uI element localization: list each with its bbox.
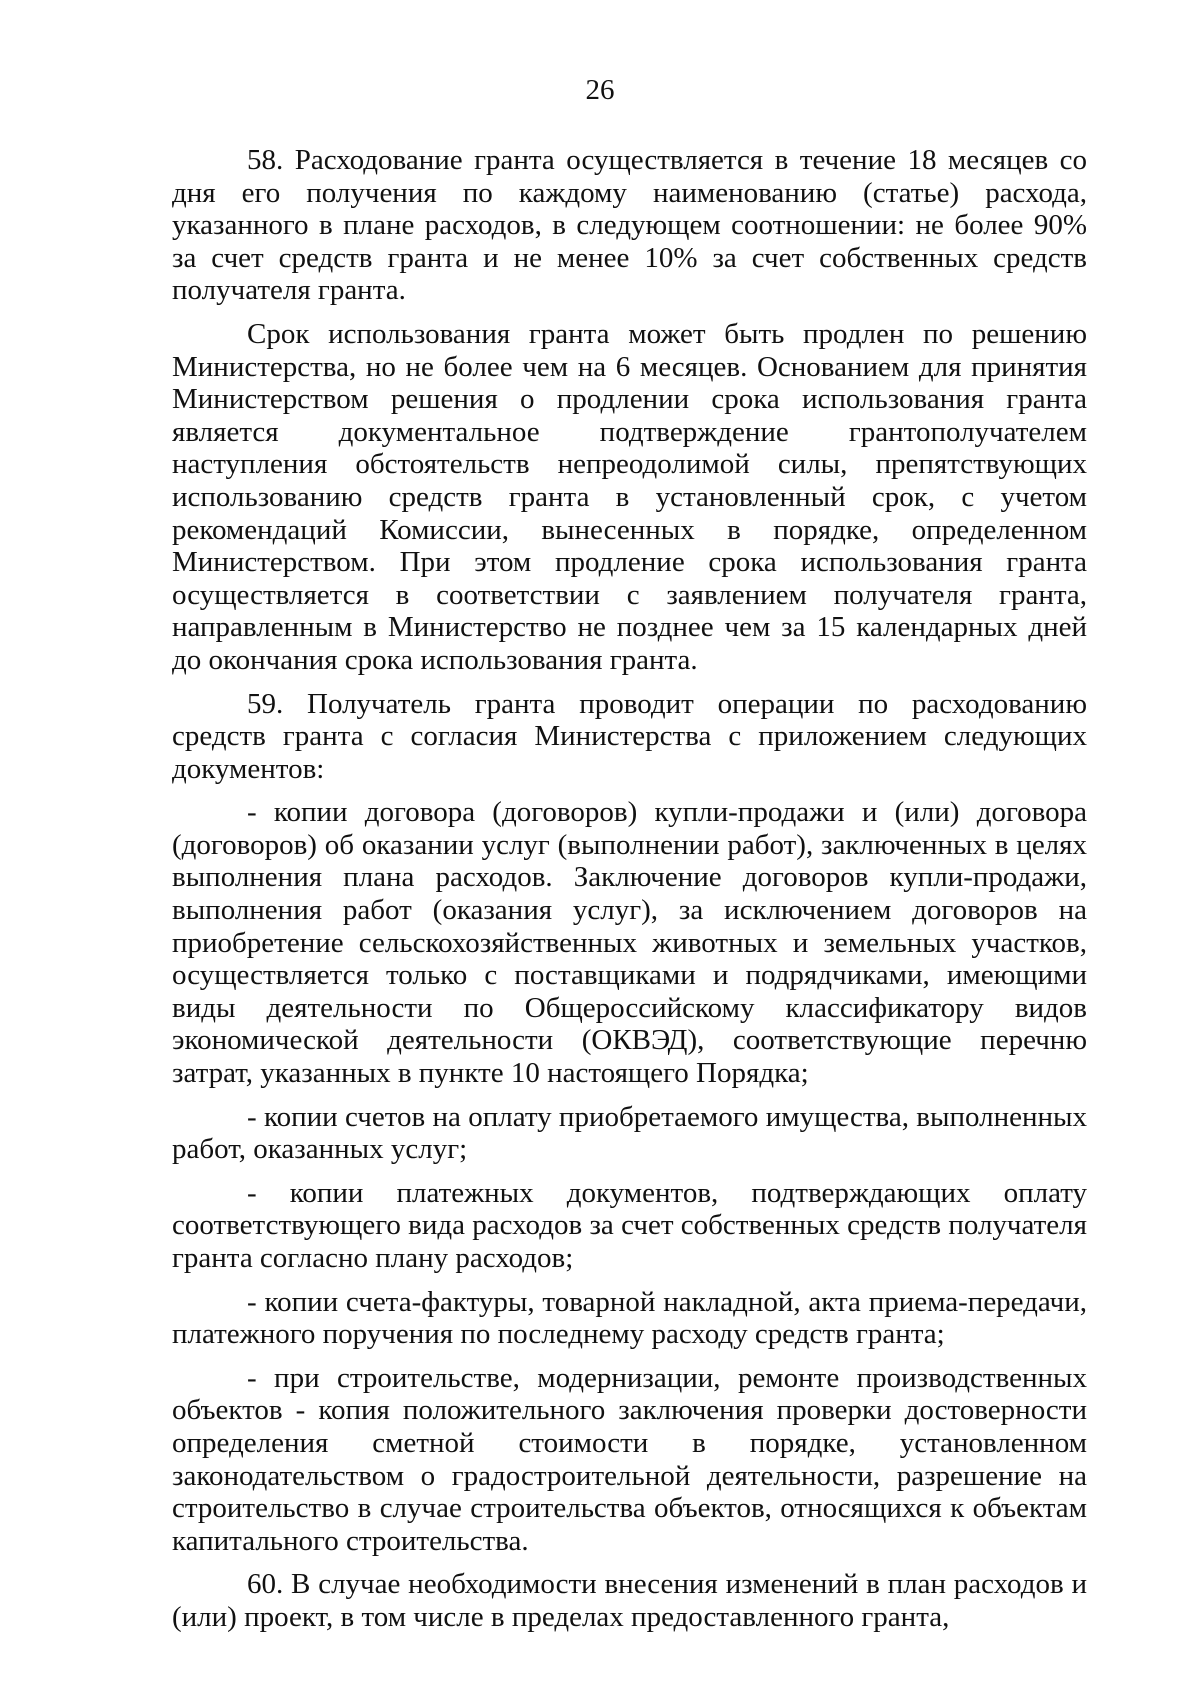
list-item-final-documents: - копии счета-фактуры, товарной накладной, акта приема-передачи, платежного поручения по последнему расходу средств гранта; [172,1285,1087,1351]
document-body [172,144,1087,1634]
paragraph-58: 58. Расходование гранта осуществляется в течение 18 месяцев со дня его получения по каждому наименованию (статье) расхода, указанного в плане расходов, в следующем соотношении: не более 90% за счет средств гранта и не менее 10% за счет собственных средств получателя гранта. [172,144,1087,307]
paragraph-59: 59. Получатель гранта проводит операции по расходованию средств гранта с согласия Министерства с приложением следующих документов: [172,687,1087,785]
list-item-invoices: - копии счетов на оплату приобретаемого имущества, выполненных работ, оказанных услуг; [172,1100,1087,1166]
list-item-construction: - при строительстве, модернизации, ремонте производственных объектов - копия положительного заключения проверки достоверности определения сметной стоимости в порядке, установленном законодательством о градостроительной деятельности, разрешение на строительство в случае строительства объектов, относящихся к объектам капитального строительства. [172,1361,1087,1557]
paragraph-grant-extension: Срок использования гранта может быть продлен по решению Министерства, но не более чем на 6 месяцев. Основанием для принятия Министерством решения о продлении срока использования гранта является документальное подтверждение грантополучателем наступления обстоятельств непреодолимой силы, препятствующих использованию средств гранта в установленный срок, с учетом рекомендаций Комиссии, вынесенных в порядке, определенном Министерством. При этом продление срока использования гранта осуществляется в соответствии с заявлением получателя гранта, направленным в Министерство не позднее чем за 15 календарных дней до окончания срока использования гранта. [172,317,1087,676]
page-number: 26 [585,74,615,106]
paragraph-60: 60. В случае необходимости внесения изменений в план расходов и (или) проект, в том числе в пределах предоставленного гранта, [172,1568,1087,1633]
list-item-payment-documents: - копии платежных документов, подтверждающих оплату соответствующего вида расходов за счет собственных средств получателя гранта согласно плану расходов; [172,1176,1087,1274]
list-item-contracts: - копии договора (договоров) купли-продажи и (или) договора (договоров) об оказании услуг (выполнении работ), заключенных в целях выполнения плана расходов. Заключение договоров купли-продажи, выполнения работ (оказания услуг), за исключением договоров на приобретение сельскохозяйственных животных и земельных участков, осуществляется только с поставщиками и подрядчиками, имеющими виды деятельности по Общероссийскому классификатору видов экономической деятельности (ОКВЭД), соответствующие перечню затрат, указанных в пункте 10 настоящего Порядка; [172,796,1087,1090]
